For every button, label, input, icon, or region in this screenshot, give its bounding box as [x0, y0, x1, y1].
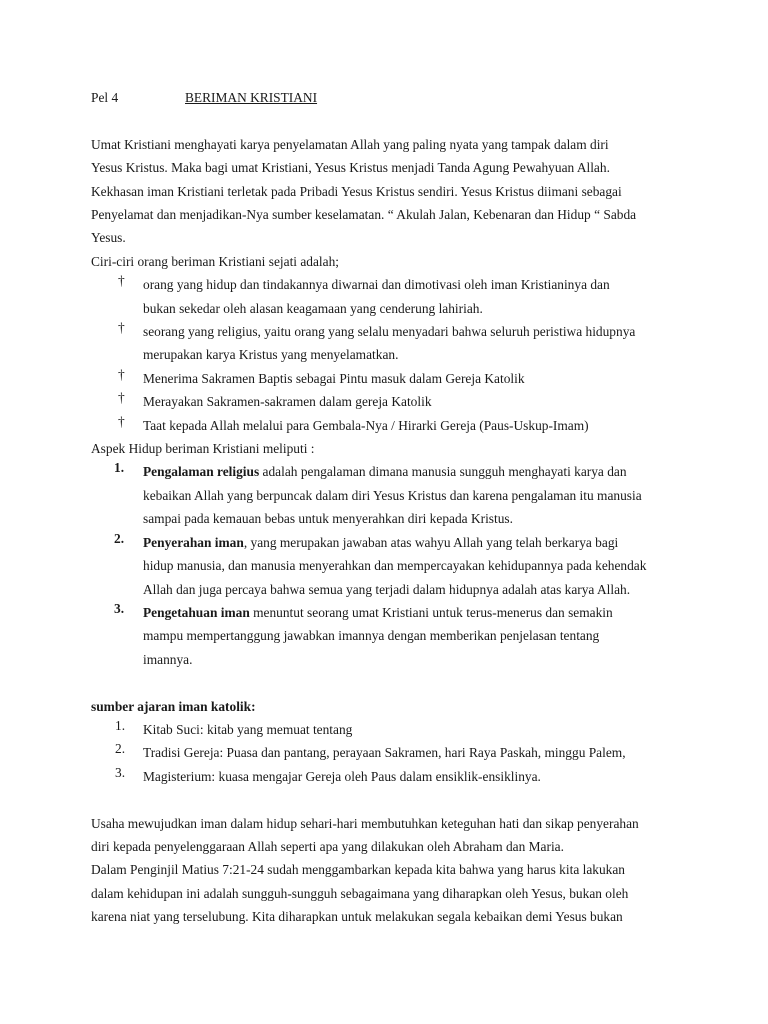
list-item [91, 460, 691, 530]
text-line: Magisterium: kuasa mengajar Gereja oleh Paus dalam ensiklik-ensiklinya. [143, 768, 541, 784]
term: Penyerahan iman [143, 534, 244, 550]
text-line: Dalam Penginjil Matius 7:21-24 sudah menggambarkan kepada kita bahwa yang harus kita lakukan [91, 862, 625, 878]
text-line: sampai pada kemauan bebas untuk menyerahkan diri kepada Kristus. [143, 511, 513, 527]
sumber-heading: sumber ajaran iman katolik: [91, 698, 256, 714]
text-line: Taat kepada Allah melalui para Gembala-Nya / Hirarki Gereja (Paus-Uskup-Imam) [143, 417, 589, 433]
text-line: orang yang hidup dan tindakannya diwarnai dan dimotivasi oleh iman Kristianinya dan [143, 277, 610, 293]
term: Pengetahuan iman [143, 604, 250, 620]
dagger-bullet: † [118, 413, 125, 429]
text-line: Kitab Suci: kitab yang memuat tentang [143, 721, 353, 737]
list-number: 2. [115, 741, 126, 757]
term-description: , yang merupakan jawaban atas wahyu Allah yang telah berkarya bagi [243, 534, 619, 550]
intro-paragraph [91, 133, 691, 273]
page-title: BERIMAN KRISTIANI [185, 90, 318, 105]
aspek-list [91, 460, 691, 671]
text-line: dalam kehidupan ini adalah sungguh-sungguh sebagaimana yang diharapkan oleh Yesus, bukan oleh [91, 885, 629, 901]
list-item [91, 273, 691, 320]
spacer [91, 671, 691, 694]
lesson-number: Pel 4 [91, 90, 119, 105]
dagger-bullet: † [118, 273, 125, 289]
text-line: diri kepada penyelenggaraan Allah seperti apa yang dilakukan oleh Abraham dan Maria. [91, 838, 564, 854]
text-line: mampu mempertanggung jawabkan imannya dengan memberikan penjelasan tentang [143, 628, 600, 644]
text-line: karena niat yang terselubung. Kita diharapkan untuk melakukan segala kebaikan demi Yesus bukan [91, 909, 623, 925]
dagger-bullet: † [118, 366, 125, 382]
list-item [91, 601, 691, 671]
list-number: 1. [115, 717, 126, 733]
spacer [91, 788, 691, 811]
list-item [91, 718, 691, 741]
dagger-bullet: † [118, 320, 125, 336]
text-line: imannya. [143, 651, 193, 667]
sumber-list [91, 718, 691, 788]
text-line: Kekhasan iman Kristiani terletak pada Pribadi Yesus Kristus sendiri. Yesus Kristus diimani sebagai [91, 183, 622, 199]
term-description: adalah pengalaman dimana manusia sungguh menghayati karya dan [259, 464, 627, 480]
list-item [91, 531, 691, 601]
list-item [91, 390, 691, 413]
list-number: 3. [114, 600, 125, 616]
list-number: 1. [114, 460, 125, 476]
text-line: hidup manusia, dan manusia menyerahkan dan mempercayakan kehidupannya pada kehendak [143, 558, 647, 574]
text-line: kebaikan Allah yang berpuncak dalam diri Yesus Kristus dan karena pengalaman itu manusia [143, 487, 642, 503]
text-line: Penyelamat dan menjadikan-Nya sumber keselamatan. “ Akulah Jalan, Kebenaran dan Hidup “ Sabda [91, 207, 637, 223]
text-line [143, 601, 691, 624]
text-line: Umat Kristiani menghayati karya penyelamatan Allah yang paling nyata yang tampak dalam diri [91, 136, 609, 152]
dagger-bullet: † [118, 390, 125, 406]
closing-paragraph [91, 812, 691, 929]
page-header [91, 86, 691, 109]
text-line: Tradisi Gereja: Puasa dan pantang, perayaan Sakramen, hari Raya Paskah, minggu Palem, [143, 745, 626, 761]
text-line: seorang yang religius, yaitu orang yang selalu menyadari bahwa seluruh peristiwa hidupnya [143, 324, 636, 340]
document-body [91, 86, 691, 929]
text-line [143, 460, 691, 483]
aspek-heading: Aspek Hidup beriman Kristiani meliputi : [91, 441, 315, 457]
list-item [91, 765, 691, 788]
term: Pengalaman religius [143, 464, 260, 480]
text-line: Usaha mewujudkan iman dalam hidup sehari-hari membutuhkan keteguhan hati dan sikap penyerahan [91, 815, 639, 831]
text-line: Merayakan Sakramen-sakramen dalam gereja Katolik [143, 394, 432, 410]
text-line: bukan sekedar oleh alasan keagamaan yang cenderung lahiriah. [143, 300, 483, 316]
text-line: Allah dan juga percaya bahwa semua yang terjadi dalam hidupnya adalah atas karya Allah. [143, 581, 631, 597]
list-item [91, 414, 691, 437]
ciri-list [91, 273, 691, 437]
list-item [91, 367, 691, 390]
term-description: menuntut seorang umat Kristiani untuk terus-menerus dan semakin [249, 604, 613, 620]
list-item [91, 741, 691, 764]
list-item [91, 320, 691, 367]
text-line: merupakan karya Kristus yang menyelamatkan. [143, 347, 399, 363]
text-line: Ciri-ciri orang beriman Kristiani sejati adalah; [91, 253, 340, 269]
text-line: Menerima Sakramen Baptis sebagai Pintu masuk dalam Gereja Katolik [143, 370, 525, 386]
text-line: Yesus. [91, 230, 126, 246]
text-line: Yesus Kristus. Maka bagi umat Kristiani, Yesus Kristus menjadi Tanda Agung Pewahyuan Allah. [91, 160, 610, 176]
list-number: 3. [115, 764, 126, 780]
list-number: 2. [114, 530, 125, 546]
text-line [143, 531, 691, 554]
